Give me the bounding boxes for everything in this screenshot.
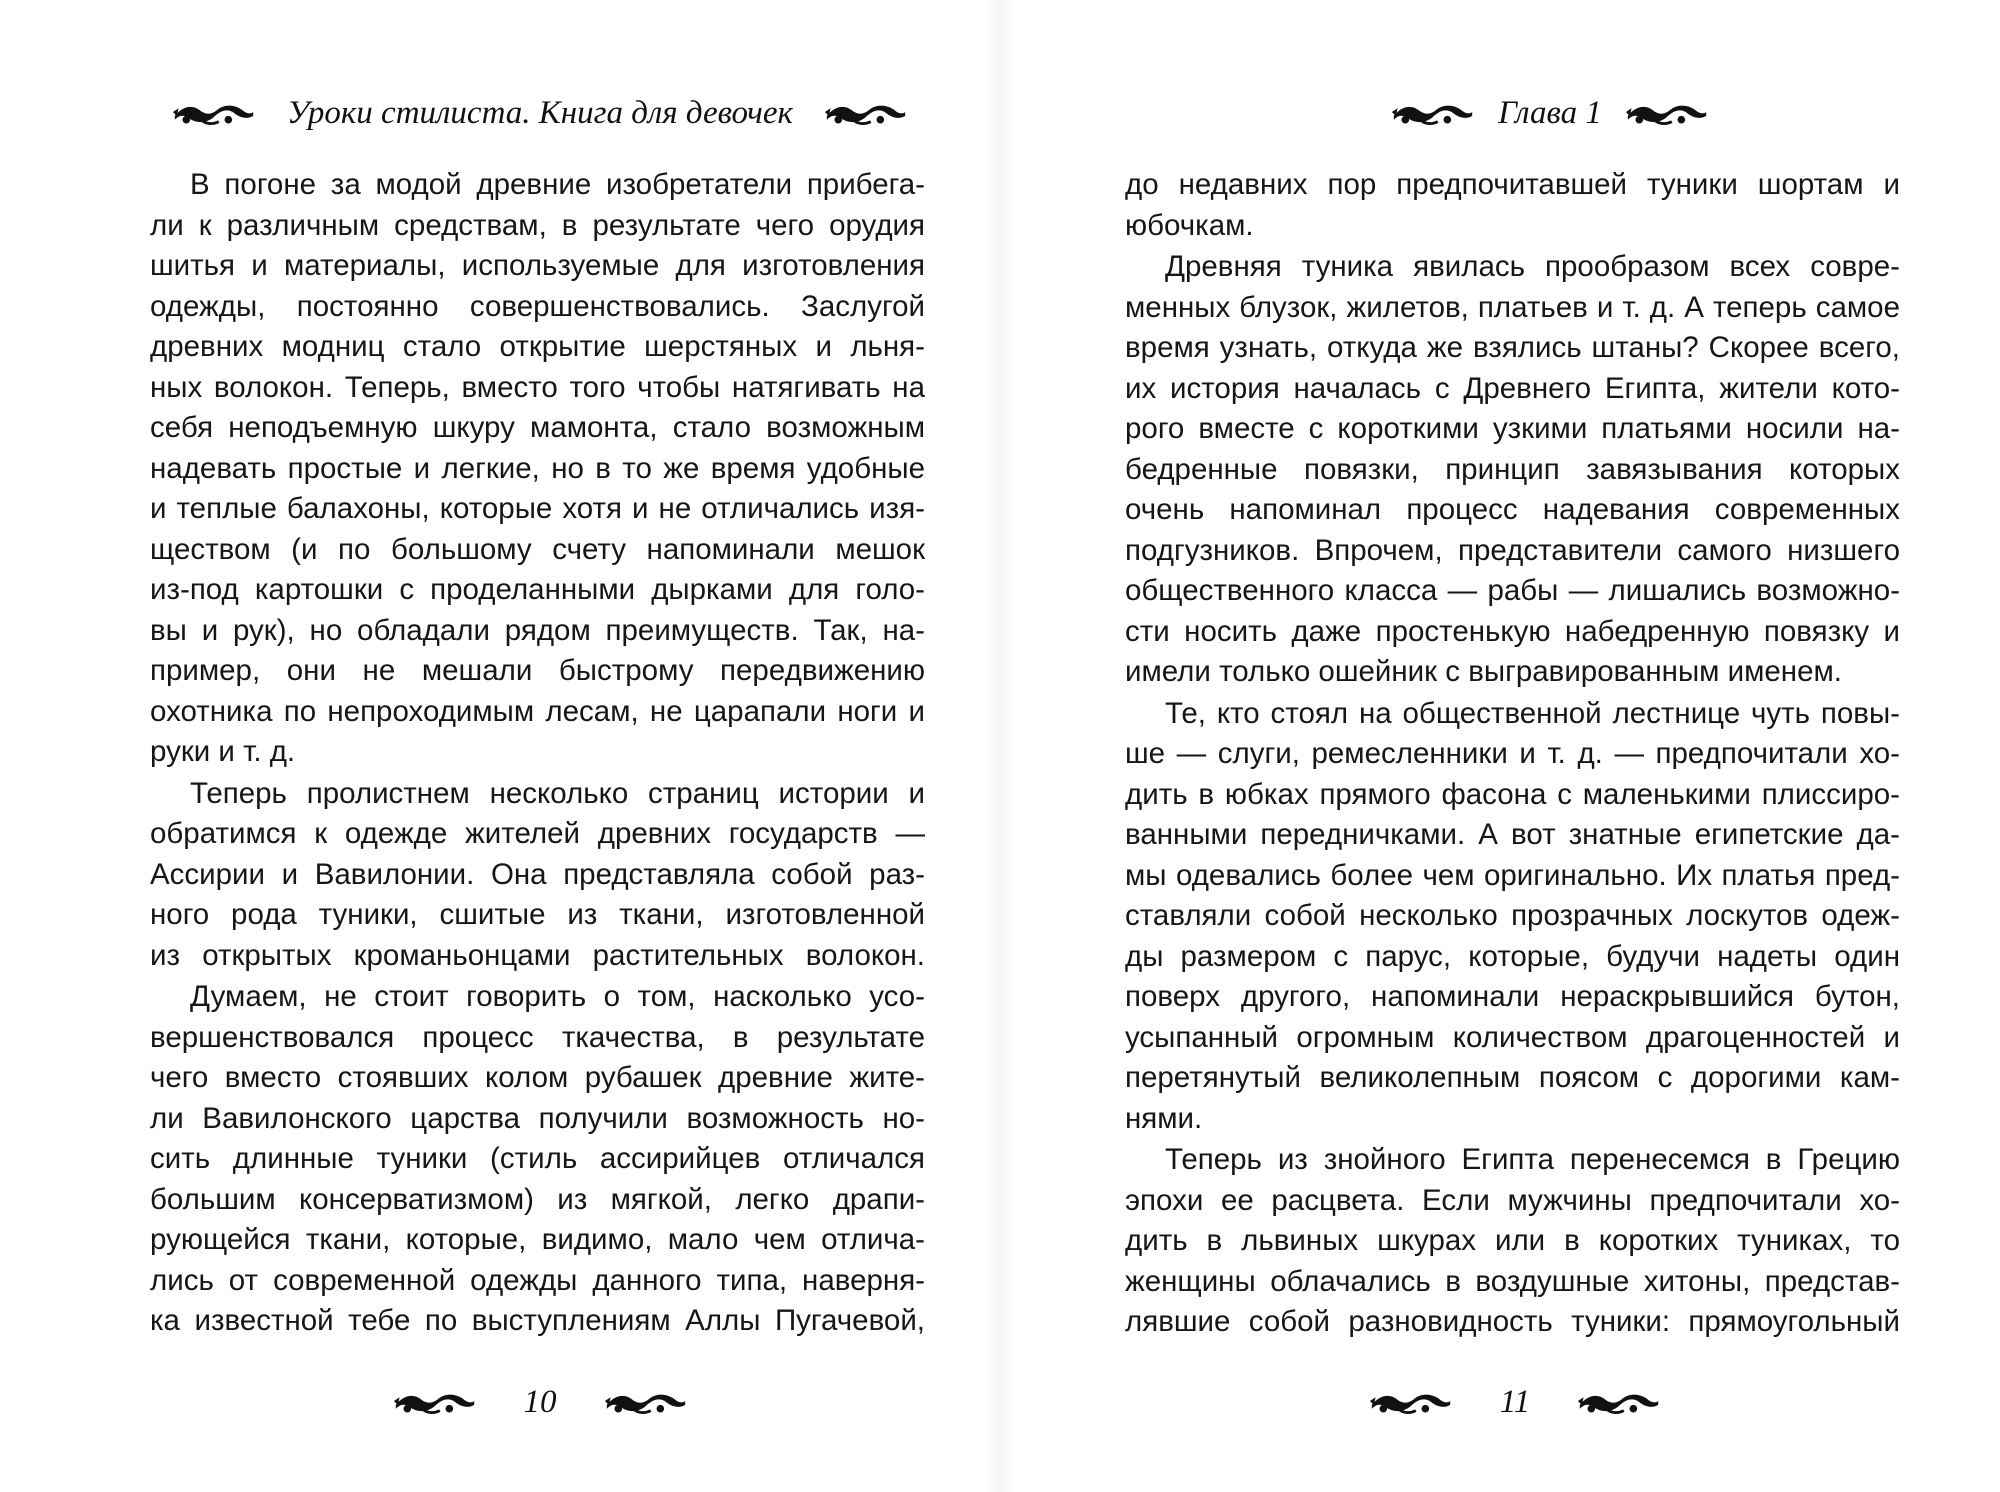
body-line: Ассирии и Вавилонии. Она представляла собой раз- — [150, 857, 925, 891]
ornament-left-icon — [392, 1387, 478, 1417]
body-line: вершенствовался процесс ткачества, в результате — [150, 1020, 925, 1054]
body-line: мы одевались более чем оригинально. Их платья пред- — [1125, 858, 1900, 892]
body-line: ванными передничками. А вот знатные египетские да- — [1125, 818, 1900, 851]
ornament-right-icon — [603, 1387, 689, 1417]
body-line: эпохи ее расцвета. Если мужчины предпочитали хо- — [1125, 1183, 1900, 1217]
body-line: сти носить даже простенькую набедренную повязку и — [1125, 614, 1900, 648]
body-line: надевать простые и легкие, но в то же время удобные — [150, 451, 925, 485]
body-line: Те, кто стоял на общественной лестнице чуть повы- — [1165, 696, 1900, 730]
body-line: усыпанный огромным количеством драгоценностей и — [1125, 1020, 1900, 1054]
ornament-right-icon — [1576, 1387, 1662, 1417]
body-line: ных волокон. Теперь, вместо того чтобы натягивать на — [150, 370, 925, 404]
body-line: ществом (и по большому счету напоминали мешок — [150, 532, 925, 566]
body-line: ка известной тебе по выступлениям Аллы Пугачевой, — [150, 1304, 925, 1337]
body-line: большим консерватизмом) из мягкой, легко драпи- — [150, 1182, 925, 1216]
body-line: лявшие собой разновидность туники: прямоугольный — [1125, 1305, 1900, 1338]
body-line: рого вместе с короткими узкими платьями носили на- — [1125, 412, 1900, 445]
body-line: нями. — [1125, 1101, 1203, 1135]
body-line: общественного класса — рабы — лишались возможно- — [1125, 574, 1900, 607]
body-line: себя неподъемную шкуру мамонта, стало возможным — [150, 411, 925, 444]
right-folio — [1355, 1378, 1675, 1426]
ornament-left-icon — [1390, 98, 1476, 128]
body-line: и теплые балахоны, которые хотя и не отличались изя- — [150, 492, 925, 525]
body-line: очень напоминал процесс надевания современных — [1125, 493, 1900, 526]
body-line: менных блузок, жилетов, платьев и т. д. А теперь самое — [1125, 290, 1900, 324]
body-line: сить длинные туники (стиль ассирийцев отличался — [150, 1142, 925, 1175]
body-line: Древняя туника явилась прообразом всех совре- — [1165, 250, 1900, 283]
right-running-head — [1350, 88, 1750, 138]
body-line: имели только ошейник с выгравированным именем. — [1125, 655, 1842, 688]
body-line: женщины облачались в воздушные хитоны, представ- — [1125, 1264, 1900, 1298]
body-line: шитья и материалы, используемые для изготовления — [150, 249, 925, 282]
right-page-body — [1125, 165, 1900, 1343]
body-line: Теперь из знойного Египта перенесемся в Грецию — [1165, 1143, 1900, 1176]
body-line: ли к различным средствам, в результате чего орудия — [150, 208, 925, 242]
body-line: Думаем, не стоит говорить о том, насколько усо- — [190, 980, 925, 1013]
body-line: лись от современной одежды данного типа, наверня- — [150, 1263, 925, 1297]
body-line: перетянутый великолепным поясом с дорогими кам- — [1125, 1061, 1900, 1094]
body-line: из открытых кроманьонцами растительных волокон. — [150, 938, 925, 972]
body-line: рующейся ткани, которые, видимо, мало чем отлича- — [150, 1223, 925, 1256]
body-line: подгузников. Впрочем, представители самого низшего — [1125, 533, 1900, 567]
page-number: 11 — [1499, 1383, 1531, 1420]
body-line: пример, они не мешали быстрому передвижению — [150, 654, 925, 687]
body-line: руки и т. д. — [150, 735, 296, 768]
ornament-left-icon — [1368, 1387, 1454, 1417]
page-number: 10 — [523, 1383, 557, 1420]
left-running-head — [150, 88, 930, 138]
body-line: юбочкам. — [1125, 208, 1254, 242]
body-line: бедренные повязки, принцип завязывания которых — [1125, 452, 1900, 486]
body-line: их история началась с Древнего Египта, жители кото- — [1125, 371, 1900, 405]
body-line: В погоне за модой древние изобретатели прибега- — [190, 168, 925, 201]
book-title: Уроки стилиста. Книга для девочек — [286, 94, 793, 131]
body-line: чего вместо стоявших колом рубашек древние жите- — [150, 1061, 925, 1094]
ornament-right-icon — [1624, 98, 1710, 128]
right-page — [1000, 0, 2000, 1492]
body-line: одежды, постоянно совершенствовались. Заслугой — [150, 289, 925, 323]
body-line: древних модниц стало открытие шерстяных и льня- — [150, 330, 925, 363]
body-line: время узнать, откуда же взялись штаны? Скорее всего, — [1125, 331, 1900, 364]
left-folio — [380, 1378, 700, 1426]
body-line: ставляли собой несколько прозрачных лоскутов одеж- — [1125, 899, 1900, 932]
body-line: Теперь пролистнем несколько страниц истории и — [190, 776, 925, 810]
body-line: дить в львиных шкурах или в коротких туниках, то — [1125, 1224, 1900, 1257]
body-line: ли Вавилонского царства получили возможность но- — [150, 1101, 925, 1135]
body-line: ды размером с парус, которые, будучи надеты один — [1125, 939, 1900, 973]
ornament-left-icon — [171, 98, 257, 128]
body-line: ного рода туники, сшитые из ткани, изготовленной — [150, 898, 925, 931]
body-line: охотника по непроходимым лесам, не царапали ноги и — [150, 694, 925, 728]
left-page-body — [150, 165, 925, 1342]
body-line: ше — слуги, ремесленники и т. д. — предпочитали хо- — [1125, 737, 1900, 770]
body-line: вы и рук), но обладали рядом преимуществ. Так, на- — [150, 613, 925, 647]
body-line: из-под картошки с проделанными дырками для голо- — [150, 573, 925, 606]
body-line: поверх другого, напоминали нераскрывшийся бутон, — [1125, 980, 1900, 1013]
body-line: до недавних пор предпочитавшей туники шортам и — [1125, 168, 1900, 201]
body-line: дить в юбках прямого фасона с маленькими плиссиро- — [1125, 777, 1900, 811]
chapter-title: Глава 1 — [1498, 94, 1602, 131]
body-line: обратимся к одежде жителей древних государств — — [150, 817, 925, 850]
ornament-right-icon — [823, 98, 909, 128]
